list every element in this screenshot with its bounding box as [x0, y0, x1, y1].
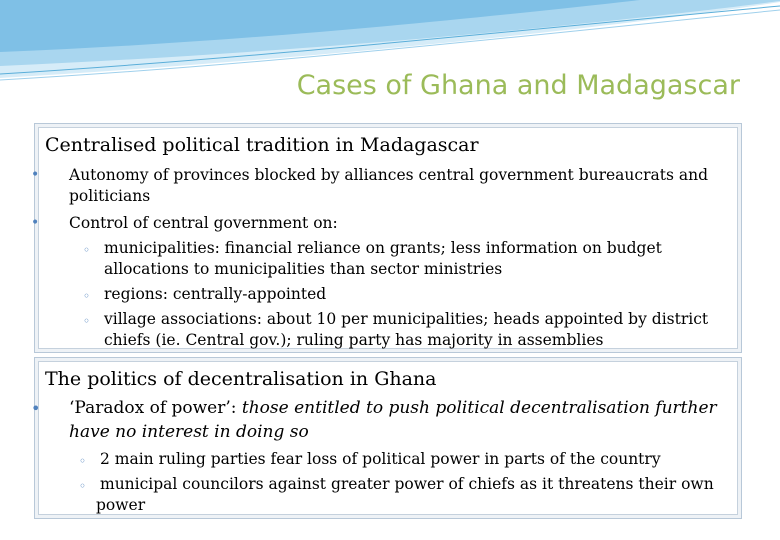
sub-bullet-marker: ◦: [79, 454, 87, 468]
sub-bullet-item: [39, 284, 737, 305]
section-heading: Centralised political tradition in Madagascar: [45, 134, 479, 156]
sub-bullet-item: [39, 449, 737, 470]
sub-bullet-text-line: municipalities: financial reliance on grants; less information on budget: [104, 239, 662, 257]
bullet-item: [31, 396, 737, 444]
bullet-prefix: ‘Paradox of power’:: [69, 398, 242, 418]
sub-bullet-item: [39, 309, 737, 351]
sub-bullet-marker: ◦: [83, 243, 91, 257]
bullet-marker: •: [31, 399, 41, 418]
bullet-text-line: Control of central government on:: [69, 214, 338, 232]
sub-bullet-text-line: village associations: about 10 per municipalities; heads appointed by district: [104, 310, 709, 328]
sub-bullet-text-line: power: [96, 496, 146, 514]
sub-bullet-text-line: 2 main ruling parties fear loss of political power in parts of the country: [100, 450, 661, 468]
sub-bullet-text-line: municipal councilors against greater power of chiefs as it threatens their own: [100, 475, 714, 493]
bullet-text-line: [69, 396, 737, 420]
slide-title: Cases of Ghana and Madagascar: [296, 70, 740, 101]
sub-bullet-marker: ◦: [79, 479, 87, 493]
ghana-section: [31, 361, 738, 515]
sub-bullet-text-line: chiefs (ie. Central gov.); ruling party has majority in assemblies: [104, 331, 604, 349]
bullet-item: [31, 165, 737, 207]
bullet-item: [31, 213, 737, 234]
section-heading: The politics of decentralisation in Ghana: [45, 368, 437, 390]
bullet-italic-text: those entitled to push political decentralisation further: [241, 398, 717, 418]
bullet-marker: •: [31, 167, 40, 183]
sub-bullet-text-line: allocations to municipalities than sector ministries: [104, 260, 503, 278]
bullet-text-line: Autonomy of provinces blocked by alliances central government bureaucrats and: [69, 166, 708, 184]
sub-bullet-item: [39, 474, 737, 516]
bullet-marker: •: [31, 215, 40, 231]
sub-bullet-item: [39, 238, 737, 280]
sub-bullet-marker: ◦: [83, 314, 91, 328]
bullet-italic-text: have no interest in doing so: [69, 422, 309, 442]
madagascar-section: [31, 127, 738, 349]
bullet-text-line: politicians: [69, 187, 151, 205]
sub-bullet-text-line: regions: centrally-appointed: [104, 285, 327, 303]
sub-bullet-marker: ◦: [83, 289, 91, 303]
